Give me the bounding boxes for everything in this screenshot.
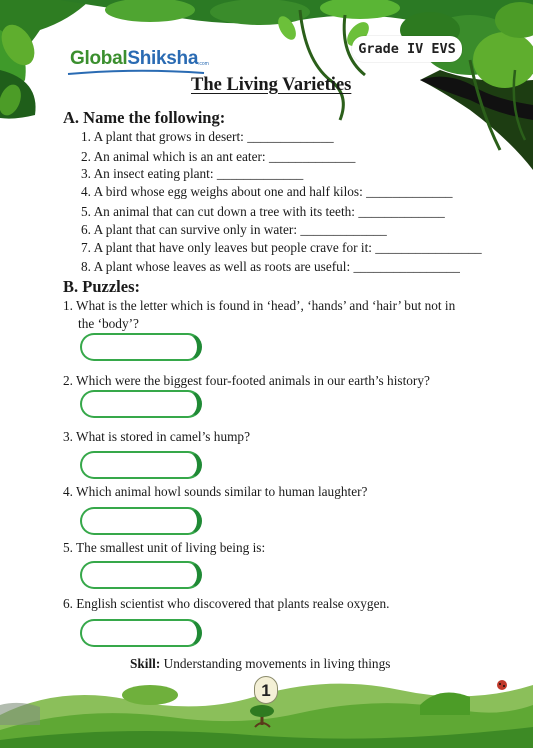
puzzle-question-1: 1. What is the letter which is found in ‘head’, ‘hands’ and ‘hair’ but not in [63,298,456,313]
answer-box-6[interactable] [80,619,202,647]
skill-label: Skill: [130,656,161,671]
section-a-item: 5. An animal that can cut down a tree with its teeth: _____________ [81,204,445,219]
section-a-item: 7. A plant that have only leaves but people crave for it: ________________ [81,240,482,255]
puzzle-question-3: 3. What is stored in camel’s hump? [63,429,250,444]
skill-text: Understanding movements in living things [160,656,391,671]
section-b-heading: B. Puzzles: [63,277,140,296]
answer-box-4[interactable] [80,507,202,535]
section-a-item: 3. An insect eating plant: _____________ [81,166,304,181]
logo-text-gl: Gl [70,48,90,69]
section-a-item: 8. A plant whose leaves as well as roots are useful: ________________ [81,259,460,274]
grade-badge: Grade IV EVS [352,36,462,62]
logo-text-bal: bal [100,48,128,69]
puzzle-question-1-continued: the ‘body’? [78,316,139,331]
answer-box-3[interactable] [80,451,202,479]
logo-swoosh-icon [66,69,206,77]
puzzle-question-2: 2. Which were the biggest four-footed animals in our earth’s history? [63,373,430,388]
puzzle-question-6: 6. English scientist who discovered that plants realse oxygen. [63,596,390,611]
answer-box-5[interactable] [80,561,202,589]
section-a-item: 6. A plant that can survive only in water: _____________ [81,222,387,237]
section-a-item: 1. A plant that grows in desert: _____________ [81,129,334,144]
logo-text-o: o [89,48,101,69]
page-number: 1 [254,676,278,704]
puzzle-question-5: 5. The smallest unit of living being is: [63,540,266,555]
answer-box-1[interactable] [80,333,202,361]
logo-text-shiksha: Shiksha [127,48,199,69]
skill-line [130,656,390,672]
worksheet-title: The Living Varieties [191,75,352,95]
answer-box-2[interactable] [80,390,202,418]
section-a-heading: A. Name the following: [63,108,226,127]
section-a-item: 4. A bird whose egg weighs about one and half kilos: _____________ [81,184,453,199]
section-a-item: 2. An animal which is an ant eater: _____________ [81,149,356,164]
globalshiksha-logo [70,48,198,70]
logo-suffix: .com [198,61,209,67]
puzzle-question-4: 4. Which animal howl sounds similar to human laughter? [63,484,368,499]
